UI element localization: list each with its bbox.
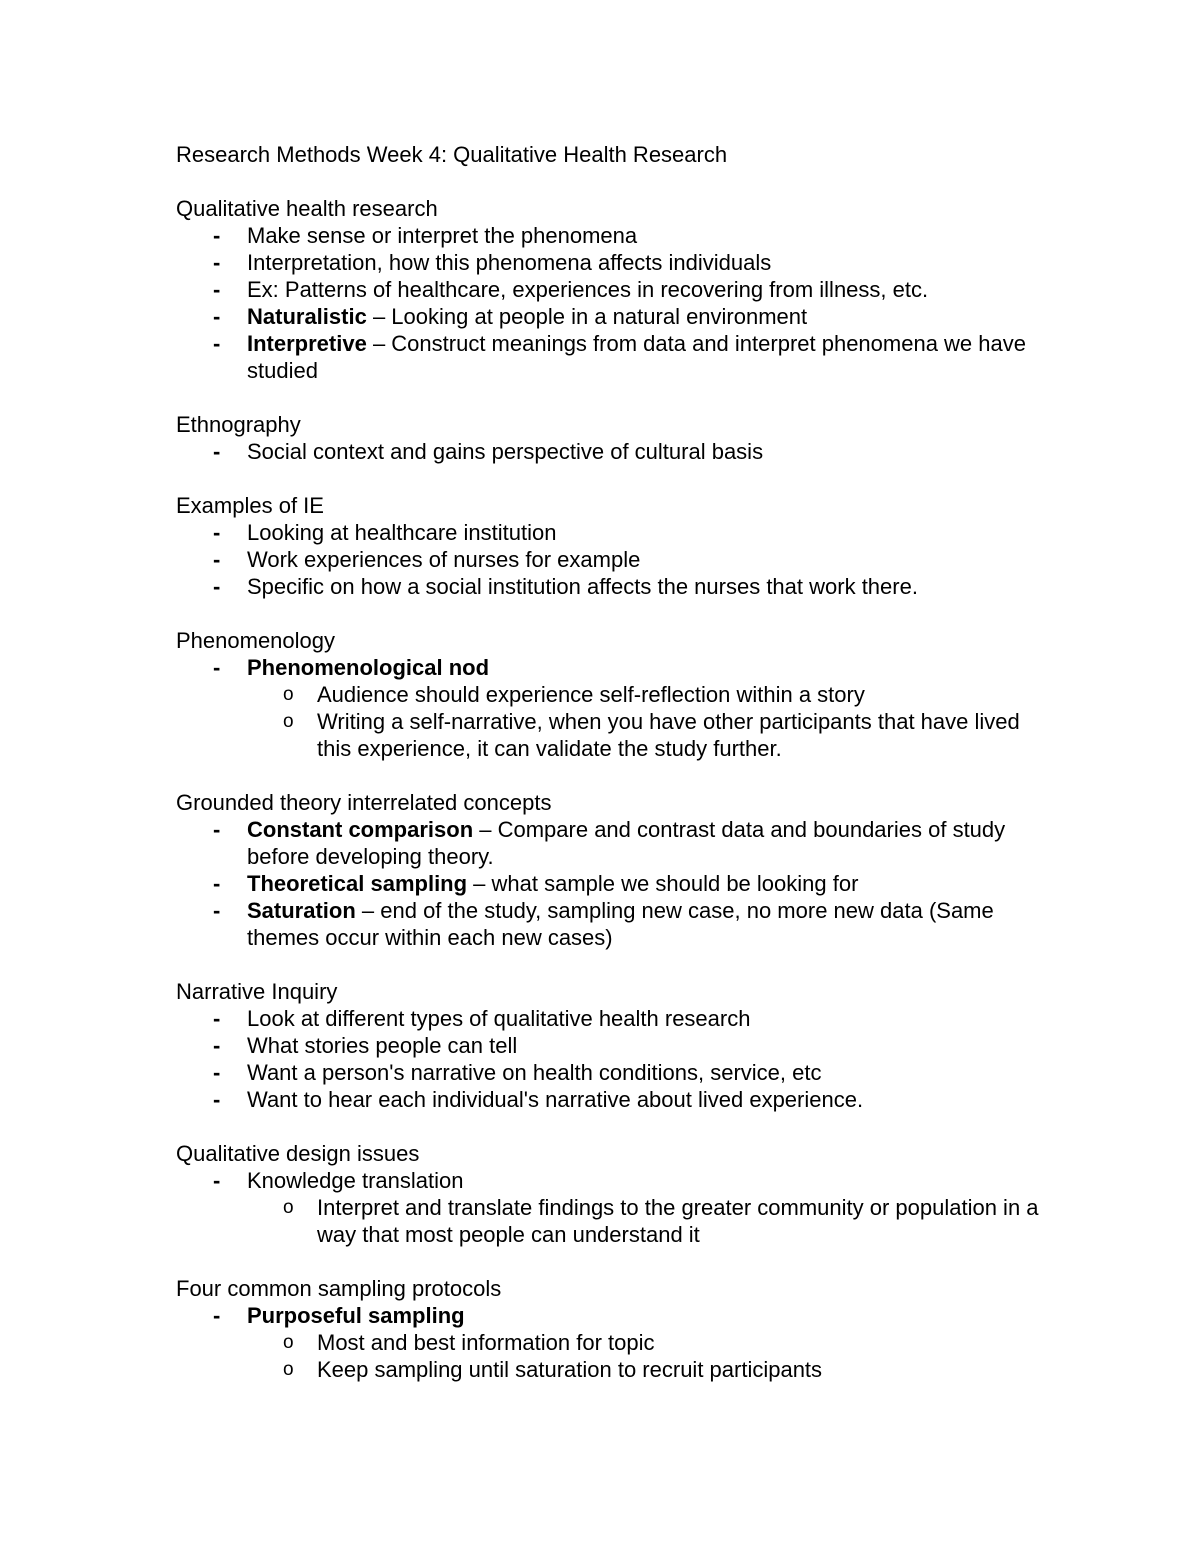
item-text: Knowledge translation — [247, 1168, 464, 1193]
section-grounded-theory — [176, 789, 1056, 951]
dash-bullet-icon: - — [213, 655, 221, 680]
dash-bullet-icon: - — [213, 520, 221, 545]
item-text: Specific on how a social institution affects the nurses that work there. — [247, 574, 918, 599]
dash-bullet-icon: - — [213, 331, 221, 356]
sub-bullet-list — [247, 681, 1056, 762]
bullet-list — [176, 1005, 1056, 1113]
section-heading: Phenomenology — [176, 628, 336, 653]
item-text: – Construct meanings from data and interpret phenomena we have studied — [247, 331, 1026, 383]
list-item — [213, 1005, 1056, 1032]
item-text: – Compare and contrast data and boundaries of study before developing theory. — [247, 817, 1006, 869]
item-text: Work experiences of nurses for example — [247, 547, 641, 572]
item-text: Interpret and translate findings to the greater community or population in a way that most people can understand it — [317, 1195, 1039, 1247]
item-term: Constant comparison — [247, 817, 474, 842]
item-term: Naturalistic — [247, 304, 367, 329]
section-heading: Qualitative health research — [176, 196, 438, 221]
section-heading: Narrative Inquiry — [176, 979, 338, 1004]
list-item — [213, 438, 1056, 465]
item-text: Most and best information for topic — [317, 1330, 655, 1355]
bullet-list — [176, 816, 1056, 951]
bullet-list — [176, 1302, 1056, 1383]
item-term: Theoretical sampling — [247, 871, 468, 896]
circle-bullet-icon: o — [283, 684, 294, 705]
item-text: Want a person's narrative on health conditions, service, etc — [247, 1060, 822, 1085]
dash-bullet-icon: - — [213, 1303, 221, 1328]
item-term: Saturation — [247, 898, 356, 923]
list-item — [213, 1302, 1056, 1383]
sub-bullet-list — [247, 1194, 1056, 1248]
item-text: Social context and gains perspective of cultural basis — [247, 439, 764, 464]
item-text: Look at different types of qualitative health research — [247, 1006, 751, 1031]
bullet-list — [176, 519, 1056, 600]
bullet-list — [176, 222, 1056, 384]
dash-bullet-icon: - — [213, 871, 221, 896]
dash-bullet-icon: - — [213, 1033, 221, 1058]
dash-bullet-icon: - — [213, 1060, 221, 1085]
circle-bullet-icon: o — [283, 1197, 294, 1218]
dash-bullet-icon: - — [213, 439, 221, 464]
section-ethnography — [176, 411, 1056, 465]
section-phenomenology — [176, 627, 1056, 762]
dash-bullet-icon: - — [213, 1168, 221, 1193]
dash-bullet-icon: - — [213, 898, 221, 923]
sub-list-item — [283, 1356, 1056, 1383]
item-text: Audience should experience self-reflection within a story — [317, 682, 865, 707]
list-item — [213, 816, 1056, 870]
dash-bullet-icon: - — [213, 547, 221, 572]
list-item — [213, 654, 1056, 762]
list-item — [213, 870, 1056, 897]
dash-bullet-icon: - — [213, 250, 221, 275]
sub-list-item — [283, 681, 1056, 708]
bullet-list — [176, 438, 1056, 465]
sub-bullet-list — [247, 1329, 1056, 1383]
list-item — [213, 1032, 1056, 1059]
list-item — [213, 519, 1056, 546]
item-text: Interpretation, how this phenomena affects individuals — [247, 250, 772, 275]
list-item — [213, 1167, 1056, 1248]
item-text: Writing a self-narrative, when you have other participants that have lived this experience, it can validate the study further. — [317, 709, 1020, 761]
list-item — [213, 573, 1056, 600]
dash-bullet-icon: - — [213, 1006, 221, 1031]
item-text: – Looking at people in a natural environment — [366, 304, 808, 329]
item-text: Ex: Patterns of healthcare, experiences in recovering from illness, etc. — [247, 277, 929, 302]
section-narrative-inquiry — [176, 978, 1056, 1113]
section-heading: Qualitative design issues — [176, 1141, 420, 1166]
item-text: Looking at healthcare institution — [247, 520, 557, 545]
bullet-list — [176, 1167, 1056, 1248]
section-heading: Four common sampling protocols — [176, 1276, 502, 1301]
list-item — [213, 276, 1056, 303]
list-item — [213, 303, 1056, 330]
dash-bullet-icon: - — [213, 304, 221, 329]
document-title: Research Methods Week 4: Qualitative Health Research — [176, 142, 728, 167]
item-term: Interpretive — [247, 331, 367, 356]
dash-bullet-icon: - — [213, 277, 221, 302]
list-item — [213, 1086, 1056, 1113]
dash-bullet-icon: - — [213, 817, 221, 842]
item-text: Keep sampling until saturation to recruit participants — [317, 1357, 823, 1382]
list-item — [213, 1059, 1056, 1086]
dash-bullet-icon: - — [213, 1087, 221, 1112]
sub-list-item — [283, 1329, 1056, 1356]
circle-bullet-icon: o — [283, 711, 294, 732]
list-item — [213, 249, 1056, 276]
sub-list-item — [283, 1194, 1056, 1248]
bullet-list — [176, 654, 1056, 762]
document-body — [176, 141, 1056, 1410]
dash-bullet-icon: - — [213, 574, 221, 599]
section-heading: Grounded theory interrelated concepts — [176, 790, 552, 815]
item-term: Purposeful sampling — [247, 1303, 465, 1328]
list-item — [213, 897, 1056, 951]
list-item — [213, 222, 1056, 249]
item-text: What stories people can tell — [247, 1033, 518, 1058]
section-qualitative-design-issues — [176, 1140, 1056, 1248]
list-item — [213, 546, 1056, 573]
sub-list-item — [283, 708, 1056, 762]
circle-bullet-icon: o — [283, 1332, 294, 1353]
item-text: – what sample we should be looking for — [467, 871, 859, 896]
dash-bullet-icon: - — [213, 223, 221, 248]
section-examples-of-ie — [176, 492, 1056, 600]
section-sampling-protocols — [176, 1275, 1056, 1383]
circle-bullet-icon: o — [283, 1359, 294, 1380]
item-text: Make sense or interpret the phenomena — [247, 223, 638, 248]
section-qualitative-health-research — [176, 195, 1056, 384]
item-text: – end of the study, sampling new case, no more new data (Same themes occur within each new cases) — [247, 898, 994, 950]
item-term: Phenomenological nod — [247, 655, 490, 680]
item-text: Want to hear each individual's narrative about lived experience. — [247, 1087, 864, 1112]
list-item — [213, 330, 1056, 384]
section-heading: Ethnography — [176, 412, 301, 437]
section-heading: Examples of IE — [176, 493, 324, 518]
